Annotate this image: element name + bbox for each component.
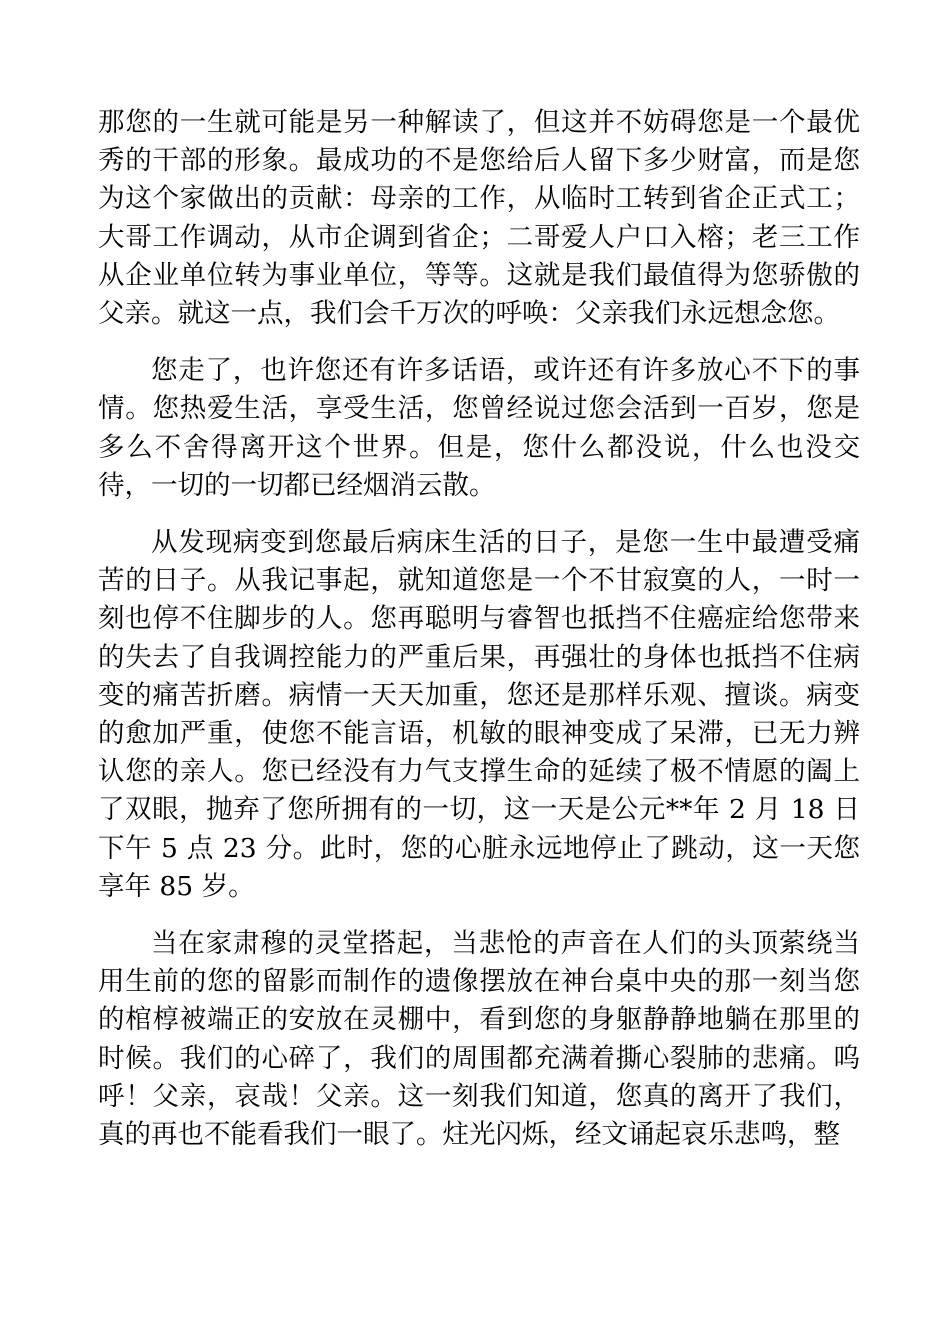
paragraph-2: 您走了，也许您还有许多话语，或许还有许多放心不下的事情。您热爱生活，享受生活，您曾经说过您会活到一百岁，您是多么不舍得离开这个世界。但是，您什么都没说，什么也没交待，一切的一切都已经烟消云散。 xyxy=(98,355,860,501)
paragraph-1: 那您的一生就可能是另一种解读了，但这并不妨碍您是一个最优秀的干部的形象。最成功的不是您给后人留下多少财富，而是您为这个家做出的贡献：母亲的工作，从临时工转到省企正式工；大哥工作调动，从市企调到省企；二哥爱人户口入榕；老三工作从企业单位转为事业单位，等等。这就是我们最值得为您骄傲的父亲。就这一点，我们会千万次的呼唤：父亲我们永远想念您。 xyxy=(98,107,860,330)
paragraph-3: 从发现病变到您最后病床生活的日子，是您一生中最遭受痛苦的日子。从我记事起，就知道您是一个不甘寂寞的人，一时一刻也停不住脚步的人。您再聪明与睿智也抵挡不住癌症给您带来的失去了自我调控能力的严重后果，再强壮的身体也抵挡不住病变的痛苦折磨。病情一天天加重，您还是那样乐观、擅谈。病变的愈加严重，使您不能言语，机敏的眼神变成了呆滞，已无力辨认您的亲人。您已经没有力气支撑生命的延续了极不情愿的阖上了双眼，抛弃了您所拥有的一切，这一天是公元**年 2 月 18 日下午 5 点 23 分。此时，您的心脏永远地停止了跳动，这一天您享年 85 岁。 xyxy=(98,527,860,902)
document-body xyxy=(98,104,860,1173)
paragraph-4: 当在家肃穆的灵堂搭起，当悲怆的声音在人们的头顶萦绕当用生前的您的留影而制作的遗像摆放在神台桌中央的那一刻当您的棺椁被端正的安放在灵棚中，看到您的身躯静静地躺在那里的时候。我们的心碎了，我们的周围都充满着撕心裂肺的悲痛。呜呼！父亲，哀哉！父亲。这一刻我们知道，您真的离开了我们，真的再也不能看我们一眼了。炷光闪烁，经文诵起哀乐悲鸣，整 xyxy=(98,928,860,1151)
